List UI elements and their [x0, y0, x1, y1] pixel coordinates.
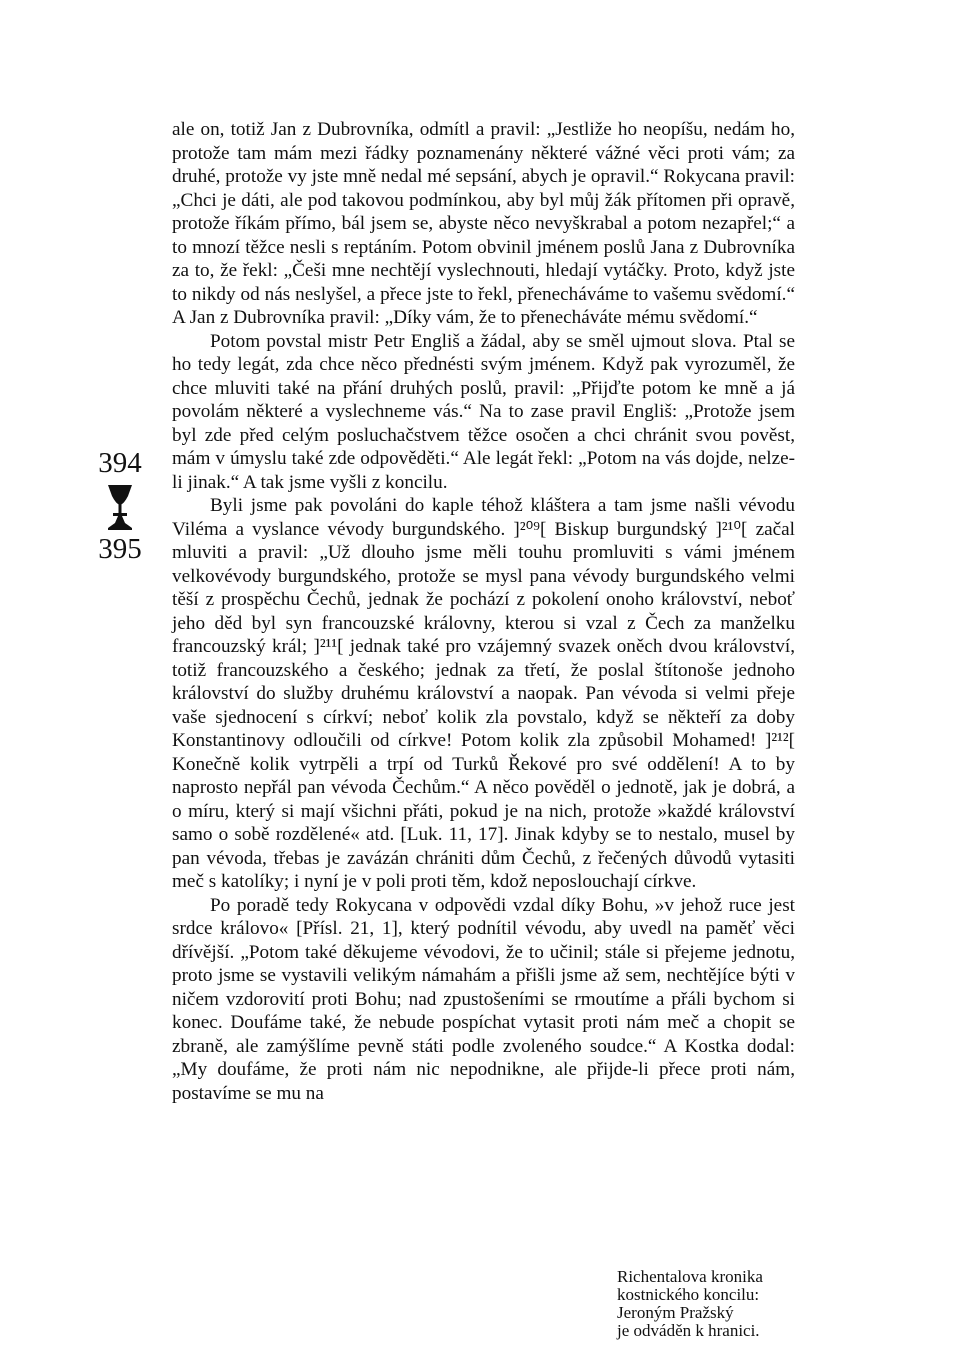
- paragraph-1: ale on, totiž Jan z Dubrovníka, odmítl a pravil: „Jestliže ho neopíšu, nedám ho, protože tam mám mezi řádky poznamenány některé vážné věci proti vám; za druhé, protože vy jste mně nedal mé sepsání, abych je opravil.“ Rokycana pravil: „Chci je dáti, ale pod takovou podmínkou, aby byl můj žák přítomen při opravě, protože říkám přímo, bál jsem se, abyste něco nevyškrabal a potom nezapřel;“ a to mnozí těžce nesli s reptáním. Potom obvinil jménem poslů Jana z Dubrovníka za to, že řekl: „Češi mne nechtějí vyslechnouti, hledají vytáčky. Proto, když jste to nikdy od nás neslyšel, a přece jste to řekl, přenecháváme to vašemu svědomí.“ A Jan z Dubrovníka pravil: „Díky vám, že to přenecháváte mému svědomí.“: [172, 119, 795, 328]
- paragraph-2: Potom povstal mistr Petr Engliš a žádal, aby se směl ujmout slova. Ptal se ho tedy legát, zda chce něco přednésti svým jménem. Když pak vyrozuměl, že chce mluviti také na přání druhých poslů, pravil: „Přijďte potom ke mně a já povolám některé a vyslechneme vás.“ Na to zase pravil Engliš: „Protože jsem byl zde před celým posluchačstvem těžce osočen a chci chránit svou pověst, mám v úmyslu také zde odpověděti.“ Ale legát řekl: „Potom na vás dojde, nelze-li jinak.“ A tak jsme vyšli z koncilu.: [172, 330, 795, 493]
- caption-line-3: Jeroným Pražský: [617, 1303, 734, 1322]
- caption-line-2: kostnického koncilu:: [617, 1285, 760, 1304]
- page-number-left: 394: [98, 447, 142, 479]
- caption-line-4: je odváděn k hranici.: [617, 1321, 760, 1340]
- caption-line-1: Richentalova kronika: [617, 1267, 763, 1286]
- main-text: [172, 118, 795, 1105]
- page-number-right: 395: [98, 533, 142, 565]
- paragraph-4: Po poradě tedy Rokycana v odpovědi vzdal díky Bohu, »v jehož ruce jest srdce královo« [Přísl. 21, 1], který podnítil vévodu, aby uvedl na paměť věci dřívější. „Potom také děkujeme vévodovi, že to učinil; stále si přejeme jednotu, proto jsme se vystavili velikým námahám a přišli jsme až sem, nechtějíce býti v ničem vzdorovití proti Bohu; nad zpustošeními se rmoutíme a přáli bychom si konec. Doufáme také, že nebude pospíchat vytasit proti nám meč a chopit se zbraně, ale zamýšlíme pevně státi podle zvoleného soudce.“ A Kostka dodal: „My doufáme, že proti nám nic nepodnikne, ale přijde-li přece proti nám, postavíme se mu na: [172, 894, 795, 1104]
- chalice-icon: [107, 484, 133, 530]
- paragraph-3: Byli jsme pak povoláni do kaple téhož kláštera a tam jsme našli vévodu Viléma a vyslance vévody burgundského. ]²⁰⁹[ Biskup burgundský ]²¹⁰[ začal mluviti a pravil: „Už dlouho jsme měli touhu promluviti s vámi jménem velkovévody burgundského, protože se mysl pana vévody burgundského velmi těší z prospěchu Čechů, jednak že pochází z pokolení onoho království, neboť jeho děd byl syn francouzské královny, kterou si vzal z Čech za manželku francouzský král; ]²¹¹[ jednak také pro vzájemný svazek oněch dvou království, totiž francouzského a českého; jednak za třetí, že poslal štítonoše jednoho království do služby druhému království a naopak. Pan vévoda si velmi přeje vaše sjednocení s církví; neboť kolik zla povstalo, když se někteří za doby Konstantinovy odloučili od církve! Potom kolik zla způsobil Mohamed! ]²¹²[ Konečně kolik vytrpěli a trpí od Turků Řekové pro své oddělení! A to by naprosto nepřál pan vévoda Čechům.“ A něco pověděl o jednotě, jak je dobrá, a o míru, který si mají všichni přáti, pokud je na nich, protože »každé království samo o sobě rozdělené« atd. [Luk. 11, 17]. Jinak kdyby se to nestalo, musel by pan vévoda, třebas je zavázán chrániti dům Čechů, z řečených důvodů vytasiti meč s katolíky; i nyní je v poli proti těm, kdož neposlouchají církve.: [172, 495, 795, 892]
- margin-page-numbers: [80, 448, 160, 564]
- illustration-caption: [617, 1268, 817, 1340]
